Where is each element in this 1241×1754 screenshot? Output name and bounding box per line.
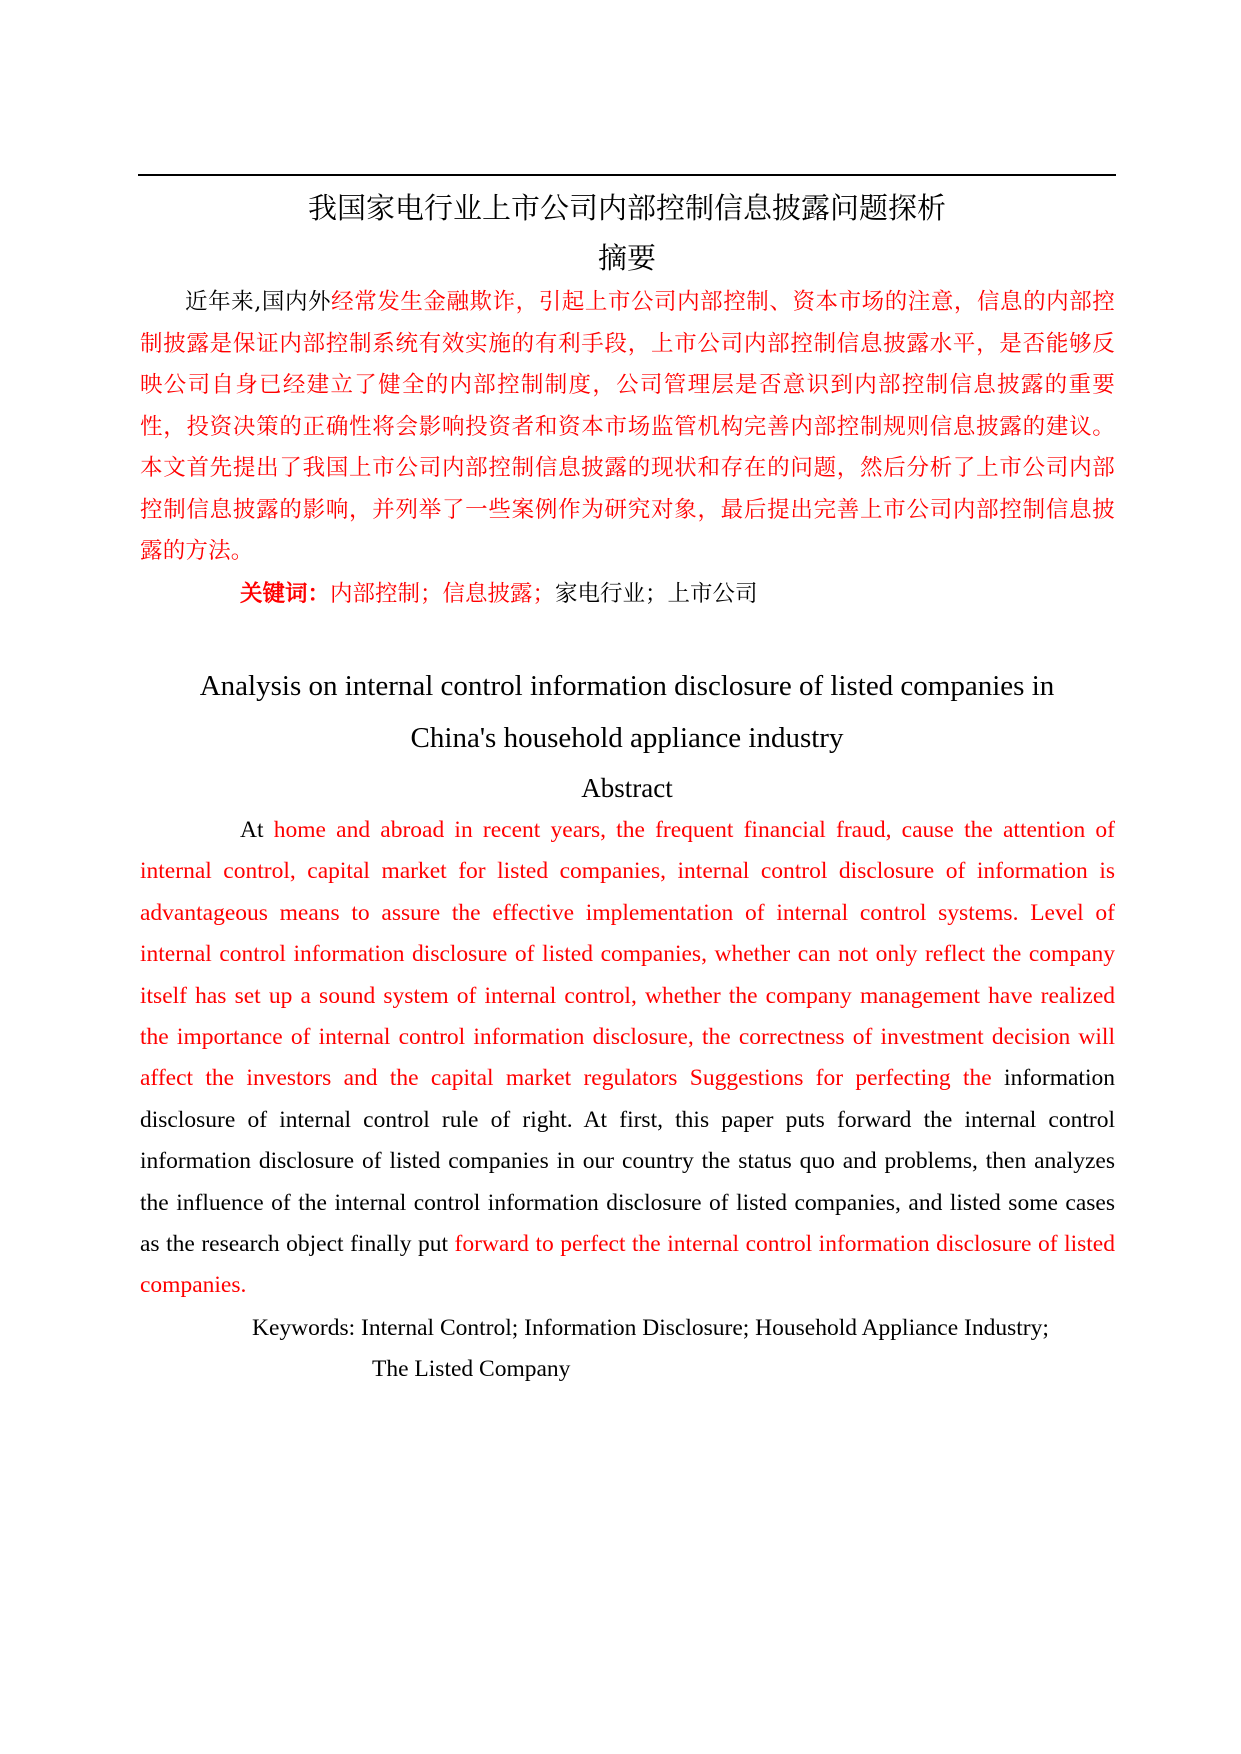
abstract-segment: 上市公司内部控制信息披露水平， xyxy=(650,330,1000,357)
abstract-segment-highlighted: forward to perfect the internal control information disclosure of listed companies. xyxy=(140,1231,1115,1299)
english-abstract-heading: Abstract xyxy=(581,773,673,803)
chinese-abstract-heading: 摘要 xyxy=(597,241,656,275)
abstract-segment: information disclosure of internal control rule of right. At first, this paper puts forward the internal control information disclosure of listed companies in our country the status quo and problems, then analyzes the influence of the internal control information disclosure of listed companies, and listed some cases as the research object finally put xyxy=(140,1065,1115,1258)
header-rule xyxy=(138,174,1116,176)
english-abstract-body xyxy=(140,810,1115,1307)
english-keywords-line-2: The Listed Company xyxy=(372,1356,571,1382)
abstract-segment-highlighted: home and abroad in recent years, the frequent financial fraud, cause the attention of internal control, capital market for listed companies, internal control disclosure of information is advantageous means to assure the effective implementation of internal control systems. Level of internal control information disclosure of listed companies, whether can not only reflect the company itself has set up a sound system of internal control, whether the company management have realized the importance of internal control information disclosure, the correctness of investment decision will affect the investors and the capital market regulators Suggestions for perfecting the xyxy=(140,817,1116,1092)
english-title-line-2: China's household appliance industry xyxy=(410,722,844,754)
keywords-plain: 家电行业；上市公司 xyxy=(555,581,758,607)
chinese-keywords xyxy=(240,574,1110,614)
chinese-abstract-body xyxy=(140,282,1115,573)
english-title-line-1: Analysis on internal control information disclosure of listed companies in xyxy=(199,670,1055,702)
english-title xyxy=(138,660,1116,764)
keywords-highlighted: 内部控制；信息披露； xyxy=(330,581,556,607)
abstract-segment: At xyxy=(240,817,274,843)
abstract-segment-highlighted: 是否能够反映公司自身已经建立了健全的内部控制制度，公司管理层是否意识到内部控制信息披露的重要性，投资决策的正确性将会影响投资者和资本市场监管机构完善内部控制规则信息披露的建议。 xyxy=(140,330,1115,440)
abstract-segment-highlighted: 经常发生金融欺诈，引起上市公司内部控制、资本市场的注意，信息的内部控制披露是保证内部控制系统有效实施的有利手段， xyxy=(140,289,1115,357)
english-keywords xyxy=(252,1308,1115,1390)
keywords-label: 关键词： xyxy=(240,581,331,607)
chinese-title: 我国家电行业上市公司内部控制信息披露问题探析 xyxy=(307,191,946,225)
english-keywords-line-1: Keywords: Internal Control; Information Disclosure; Household Appliance Industry; xyxy=(252,1315,1049,1341)
abstract-segment-highlighted: 本文首先提出了我国上市公司内部控制信息披露的现状和存在的问题，然后分析了上市公司内部控制信息披露的影响，并列举了一些案例作为研究对象，最后提出完善上市公司内部控制信息披露的方法。 xyxy=(140,455,1115,564)
abstract-segment: 近年来,国内外 xyxy=(185,289,332,315)
